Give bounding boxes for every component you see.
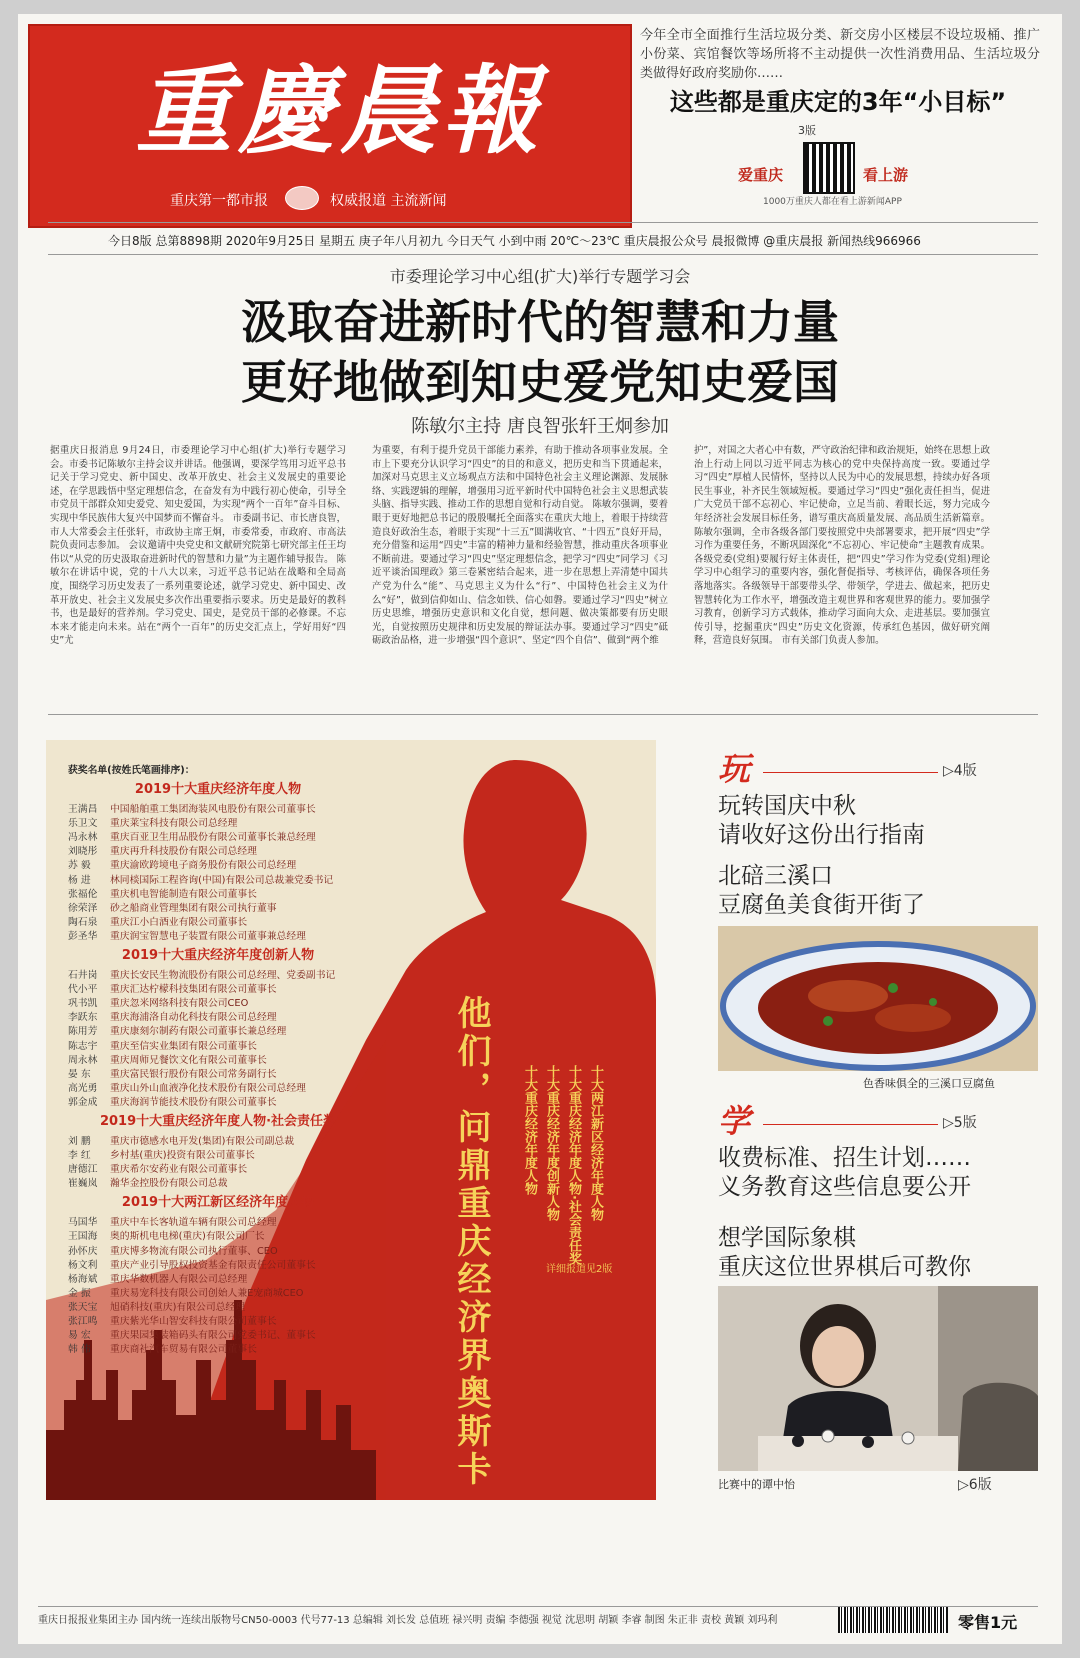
- award-row: 杨海斌 重庆华数机器人有限公司总经理: [68, 1273, 248, 1285]
- award-row: 李跃东 重庆海浦洛自动化科技有限公司总经理: [68, 1012, 277, 1024]
- qr-label-left: 爱重庆: [738, 166, 784, 184]
- story-chess-champion[interactable]: 想学国际象棋 重庆这位世界棋后可教你: [718, 1225, 971, 1280]
- promo-headline[interactable]: 这些都是重庆定的3年“小目标”: [669, 88, 1007, 116]
- lead-body-column-2: 为重要，有利于提升党员干部能力素养，有助于推动各项事业发展。全市上下要充分认识学习“四史”的目的和意义，把历史和当下贯通起来，加深对马克思主义立场观点方法和中国特色社会主义理论渊源、发展脉络、实践逻辑的理解，增强用习近平新时代中国特色社会主义思想武装头脑、指导实践、推动工作的思想自觉和行动自觉。 陈敏尔强调，要着眼于更好地把总书记的殷殷嘱托全面落实在重庆大地上，着眼于持续营造良好政治生态，着眼于实现“十三五”圆满收官、“十四五”良好开局，充分借鉴和运用“四史”丰富的精神力量和经验智慧，推动重庆各项事业不断前进。要通过学习“四史”坚定理想信念，把学习“四史”同学习《习近平谈治国理政》第三卷紧密结合起来，进一步在思想上弄清楚中国共产党为什么“能”、马克思主义为什么“行”、中国特色社会主义为什么“好”，做到信仰如山、信念如铁、信心如磐。要通过学习“四史”树立历史思维，增强历史意识和文化自觉，想问题、做决策都要有历史眼光，自觉按照历史规律和历史发展的辩证法办事。要通过学习“四史”砥砺政治品格，进一步增强“四个意识”、坚定“四个自信”、做到“两个维: [372, 445, 668, 647]
- promo-page-ref: 3版: [798, 124, 816, 137]
- award-row: 王国海 奥的斯机电电梯(重庆)有限公司厂长: [68, 1231, 265, 1243]
- divider: [48, 714, 1038, 715]
- award-row: 杨文利 重庆产业引导股权投资基金有限责任公司董事长: [68, 1259, 316, 1271]
- poster-bullet: 十大重庆经济年度人物·社会责任奖: [566, 1065, 581, 1265]
- awards-list: [68, 764, 368, 1357]
- qr-code-icon[interactable]: [803, 142, 855, 194]
- section-rule: [763, 1124, 938, 1125]
- poster-page-note: 详细报道见2版: [546, 1264, 613, 1275]
- story-compulsory-education[interactable]: 收费标准、招生计划…… 义务教育这些信息要公开: [718, 1145, 971, 1200]
- divider: [48, 254, 1038, 255]
- lead-body-column-1: 据重庆日报消息 9月24日，市委理论学习中心组(扩大)举行专题学习会。市委书记陈敏尔主持会议并讲话。他强调，要深学笃用习近平总书记关于学习党史、新中国史、改革开放史、社会主义发展史的重要论述，在学思践悟中坚定理想信念，在奋发有为中践行初心使命，引导全市党员干部群众知史爱党、知史爱国，为实现“两个一百年”奋斗目标、实现中华民族伟大复兴中国梦而不懈奋斗。 市委副书记、市长唐良智，市人大常委会主任张轩，市政协主席王炯，市委常委，市政府、市高法院负责同志参加。 会议邀请中央党史和文献研究院第七研究部主任王均伟以“从党的历史汲取奋进新时代的智慧和力量”为主题作辅导报告。 陈敏尔在讲话中说，党的十八大以来，习近平总书记站在战略和全局高度，围绕学习历史发表了一系列重要论述，就学习党史、新中国史、改革开放史、社会主义发展史多次作出重要指示要求。历史是最好的教科书，也是最好的营养剂。学习党史、国史，是党员干部的必修课。不忘本来才能走向未来。站在“两个一百年”的历史交汇点上，学好用好“四史”尤: [50, 445, 346, 647]
- qr-label-right: 看上游: [863, 166, 909, 184]
- award-row: 石井岗 重庆长安民生物流股份有限公司总经理、党委副书记: [68, 970, 336, 982]
- award-row: 徐荣泽 砂之船商业管理集团有限公司执行董事: [68, 902, 277, 914]
- lead-body-column-3: 护”，对国之大者心中有数，严守政治纪律和政治规矩，始终在思想上政治上行动上同以习近平同志为核心的党中央保持高度一致。要通过学习“四史”厚植人民情怀，坚持以人民为中心的发展思想，持续办好各项民生事业，补齐民生领域短板。要通过学习“四史”强化责任担当，促进广大党员干部不忘初心、牢记使命，立足当前、着眼长远，努力完成今年经济社会发展目标任务，谱写重庆高质量发展、高品质生活新篇章。 陈敏尔强调，全市各级各部门要按照党中央部署要求，把开展“四史”学习作为重要任务，不断巩固深化“不忘初心、牢记使命”主题教育成果。各级党委(党组)要履行好主体责任，把“四史”学习作为党委(党组)理论学习中心组学习的重要内容，强化督促指导、考核评估，确保各项任务落地落实。各级领导干部要带头学、带领学，学进去、做起来，把历史智慧转化为工作水平，增强改造主观世界和客观世界的能力。要加强学习教育，创新学习方式载体，推动学习面向大众、走进基层。要加强宣传引导，挖掘重庆“四史”历史文化资源，传承红色基因，做好研究阐释，营造良好氛围。 市有关部门负责人参加。: [694, 445, 990, 647]
- section-page-ref[interactable]: ▷5版: [943, 1115, 977, 1131]
- newspaper-front-page: [18, 14, 1062, 1644]
- award-row: 陶石泉 重庆江小白酒业有限公司董事长: [68, 916, 248, 928]
- masthead-slogan-left: 重庆第一都市报: [170, 193, 268, 209]
- award-row: 王满昌 中国船舶重工集团海装风电股份有限公司董事长: [68, 804, 316, 816]
- poster-bullet: 十大两江新区经济年度人物: [588, 1065, 603, 1221]
- play-arrow-icon: ▷: [958, 1477, 969, 1493]
- qr-subtitle: 1000万重庆人都在看上游新闻APP: [763, 197, 902, 207]
- lead-headline[interactable]: [18, 292, 1062, 412]
- award-row: 刘晓彤 重庆再升科技股份有限公司总经理: [68, 846, 257, 858]
- newspaper-logo-icon: [285, 186, 319, 210]
- awards-category-title: 2019十大重庆经济年度人物: [134, 782, 302, 798]
- award-row: 刘 鹏 重庆市德感水电开发(集团)有限公司副总裁: [68, 1135, 294, 1147]
- section-rule: [763, 772, 938, 773]
- photo-caption: 比赛中的谭中怡: [718, 1478, 795, 1491]
- feature-poster[interactable]: [46, 740, 656, 1500]
- awards-category-title: 2019十大两江新区经济年度人物: [121, 1195, 315, 1211]
- poster-bullet: 十大重庆经济年度人物: [522, 1065, 537, 1195]
- awards-category-title: 2019十大重庆经济年度创新人物: [121, 948, 315, 964]
- story-holiday-guide[interactable]: 玩转国庆中秋 请收好这份出行指南: [718, 793, 925, 848]
- award-row: 韩 伟 重庆商社汽车贸易有限公司董事长: [68, 1344, 257, 1356]
- award-row: 陈志宇 重庆至信实业集团有限公司董事长: [68, 1040, 257, 1052]
- award-row: 杨 进 林同棪国际工程咨询(中国)有限公司总裁兼党委书记: [68, 874, 334, 886]
- promo-text: 今年全市全面推行生活垃圾分类、新交房小区楼层不设垃圾桶、推广小份菜、宾馆餐饮等场所将不主动提供一次性消费用品、生活垃圾分类做得好政府奖励你……: [640, 28, 1040, 81]
- section-page-ref[interactable]: ▷4版: [943, 763, 977, 779]
- section-page-ref[interactable]: ▷6版: [958, 1477, 992, 1493]
- play-arrow-icon: ▷: [943, 1115, 954, 1131]
- masthead: [28, 24, 632, 228]
- award-row: 孙怀庆 重庆博多物流有限公司执行董事、CEO: [68, 1245, 278, 1257]
- divider: [48, 222, 1038, 223]
- award-row: 陈用芳 重庆康刻尔制药有限公司董事长兼总经理: [68, 1026, 287, 1038]
- award-row: 崔巍岚 瀚华金控股份有限公司总裁: [68, 1178, 228, 1190]
- masthead-title: 重慶晨報: [136, 54, 544, 167]
- award-row: 易 宏 重庆果园集装箱码头有限公司党委书记、董事长: [68, 1330, 316, 1342]
- award-row: 高光勇 重庆山外山血液净化技术股份有限公司总经理: [68, 1082, 306, 1094]
- award-row: 彭圣华 重庆润宝智慧电子装置有限公司董事兼总经理: [68, 930, 306, 942]
- award-row: 金 振 重庆易宠科技有限公司创始人兼E宠商城CEO: [68, 1287, 304, 1299]
- award-row: 代小平 重庆汇达柠檬科技集团有限公司董事长: [68, 984, 277, 996]
- award-row: 张江鸣 重庆紫光华山智安科技有限公司董事长: [68, 1316, 277, 1327]
- award-row: 李 红 乡村基(重庆)投资有限公司董事长: [68, 1150, 255, 1162]
- photo-tofu-fish: [718, 926, 1038, 1071]
- lead-headline-line-2: 更好地做到知史爱党知史爱国: [241, 355, 839, 409]
- retail-price: 零售1元: [958, 1613, 1018, 1632]
- award-row: 马国华 重庆中车长客轨道车辆有限公司总经理: [68, 1217, 277, 1229]
- photo-chess-player: [718, 1286, 1038, 1471]
- lead-subhead: 陈敏尔主持 唐良智张轩王炯参加: [411, 416, 669, 437]
- award-row: 张天宝 旭硝科技(重庆)有限公司总经理: [68, 1301, 246, 1313]
- story-tofu-fish-street[interactable]: 北碚三溪口 豆腐鱼美食街开街了: [718, 863, 925, 918]
- award-row: 巩书凯 重庆忽米网络科技有限公司CEO: [68, 998, 249, 1010]
- award-row: 冯永林 重庆百亚卫生用品股份有限公司董事长兼总经理: [68, 832, 316, 844]
- award-row: 唐德江 重庆希尔安药业有限公司董事长: [68, 1164, 248, 1176]
- masthead-slogan-right: 权威报道 主流新闻: [330, 193, 447, 209]
- awards-list-title: 获奖名单(按姓氏笔画排序)：: [68, 765, 195, 776]
- award-row: 乐卫文 重庆莱宝科技有限公司总经理: [68, 818, 238, 830]
- lead-kicker: 市委理论学习中心组(扩大)举行专题学习会: [389, 267, 691, 286]
- award-row: 周永林 重庆周师兄餐饮文化有限公司董事长: [68, 1054, 267, 1066]
- award-row: 苏 毅 重庆渝欧跨境电子商务股份有限公司总经理: [68, 860, 297, 872]
- imprint-footer: 重庆日报报业集团主办 国内统一连续出版物号CN50-0003 代号77-13 总编辑 刘长发 总值班 禄兴明 责编 李德强 视觉 沈思明 胡颖 李睿 制图 朱正非 责校 黄颖 刘玛利: [38, 1606, 1038, 1637]
- section-tag-learn: 学: [718, 1102, 751, 1140]
- photo-caption: 色香味俱全的三溪口豆腐鱼: [863, 1077, 995, 1090]
- awards-category-title: 2019十大重庆经济年度人物·社会责任奖: [99, 1113, 337, 1129]
- section-tag-play: 玩: [718, 750, 751, 788]
- award-row: 张福伦 重庆机电智能制造有限公司董事长: [68, 888, 257, 900]
- lead-headline-line-1: 汲取奋进新时代的智慧和力量: [241, 295, 839, 349]
- poster-vertical-title: 他们，问鼎重庆经济界奥斯卡: [451, 995, 491, 1489]
- play-arrow-icon: ▷: [943, 763, 954, 779]
- poster-bullet: 十大重庆经济年度创新人物: [544, 1065, 559, 1221]
- award-row: 郭金成 重庆海润节能技术股份有限公司董事长: [68, 1096, 277, 1108]
- award-row: 晏 东 重庆富民银行股份有限公司常务副行长: [68, 1068, 277, 1080]
- barcode-icon: [838, 1607, 948, 1633]
- dateline: 今日8版 总第8898期 2020年9月25日 星期五 庚子年八月初九 今日天气 小到中雨 20℃～23℃ 重庆晨报公众号 晨报微博 @重庆晨报 新闻热线966966: [108, 234, 921, 248]
